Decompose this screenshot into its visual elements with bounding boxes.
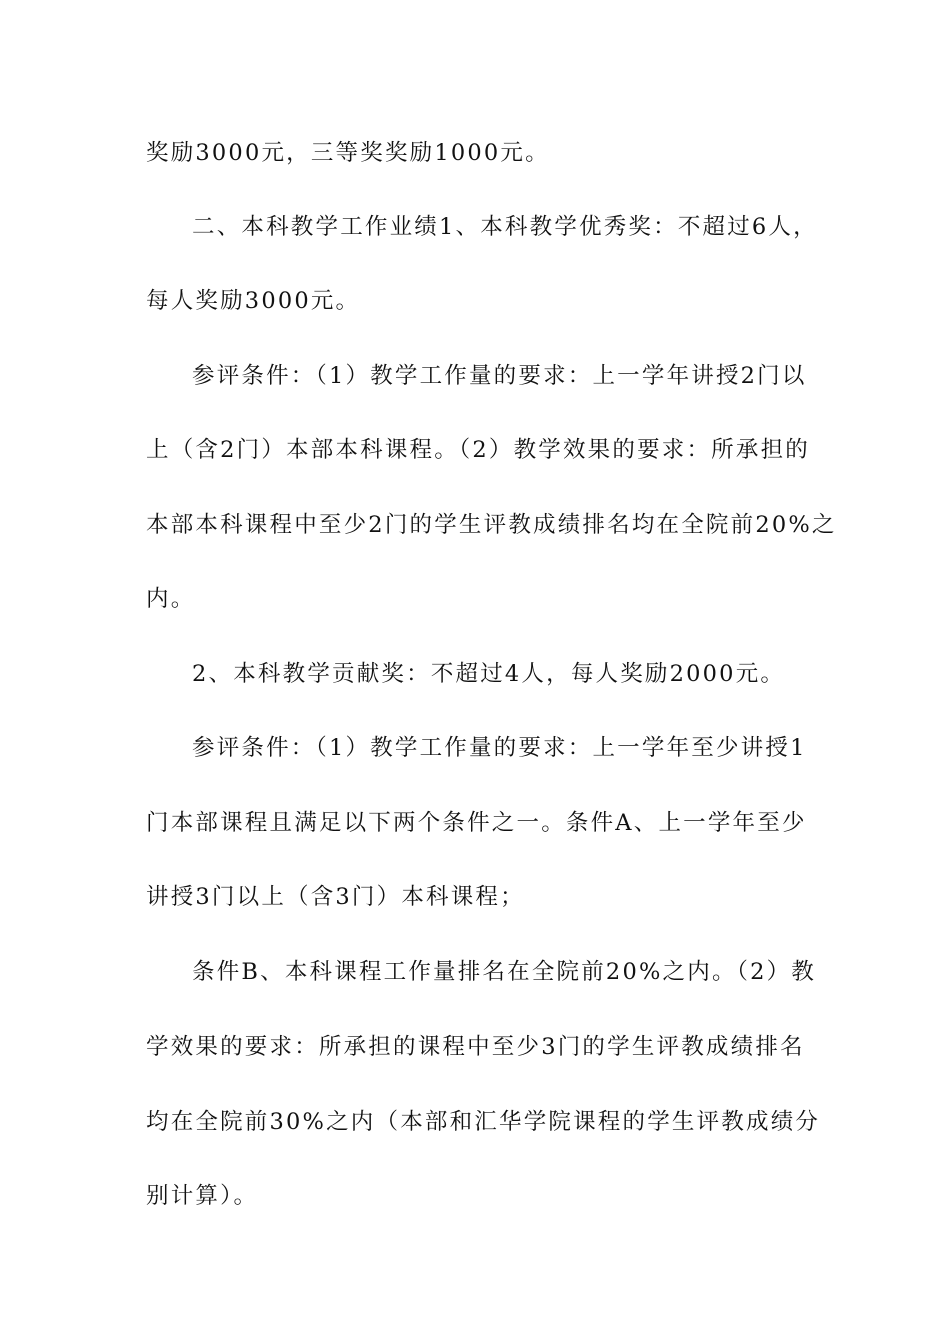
text-line-3: 每人奖励3000元。 bbox=[146, 288, 361, 314]
text-line-2: 二、本科教学工作业绩1、本科教学优秀奖：不超过6人， bbox=[192, 214, 818, 240]
text-line-8: 2、本科教学贡献奖：不超过4人，每人奖励2000元。 bbox=[192, 661, 786, 687]
text-line-14: 均在全院前30%之内（本部和汇华学院课程的学生评教成绩分 bbox=[146, 1109, 821, 1135]
text-line-9: 参评条件：（1）教学工作量的要求：上一学年至少讲授1 bbox=[192, 735, 807, 761]
text-line-4: 参评条件：（1）教学工作量的要求：上一学年讲授2门以 bbox=[192, 363, 807, 389]
text-line-13: 学效果的要求：所承担的课程中至少3门的学生评教成绩排名 bbox=[146, 1034, 805, 1060]
text-line-6: 本部本科课程中至少2门的学生评教成绩排名均在全院前20%之 bbox=[146, 512, 837, 538]
text-line-12: 条件B、本科课程工作量排名在全院前20%之内。（2）教 bbox=[192, 959, 817, 985]
text-line-11: 讲授3门以上（含3门）本科课程； bbox=[146, 884, 525, 910]
text-line-5: 上（含2门）本部本科课程。（2）教学效果的要求：所承担的 bbox=[146, 437, 810, 463]
text-line-10: 门本部课程且满足以下两个条件之一。条件A、上一学年至少 bbox=[146, 810, 807, 836]
text-line-15: 别计算）。 bbox=[146, 1183, 259, 1209]
text-line-7: 内。 bbox=[146, 586, 196, 612]
text-line-1: 奖励3000元，三等奖奖励1000元。 bbox=[146, 140, 550, 166]
